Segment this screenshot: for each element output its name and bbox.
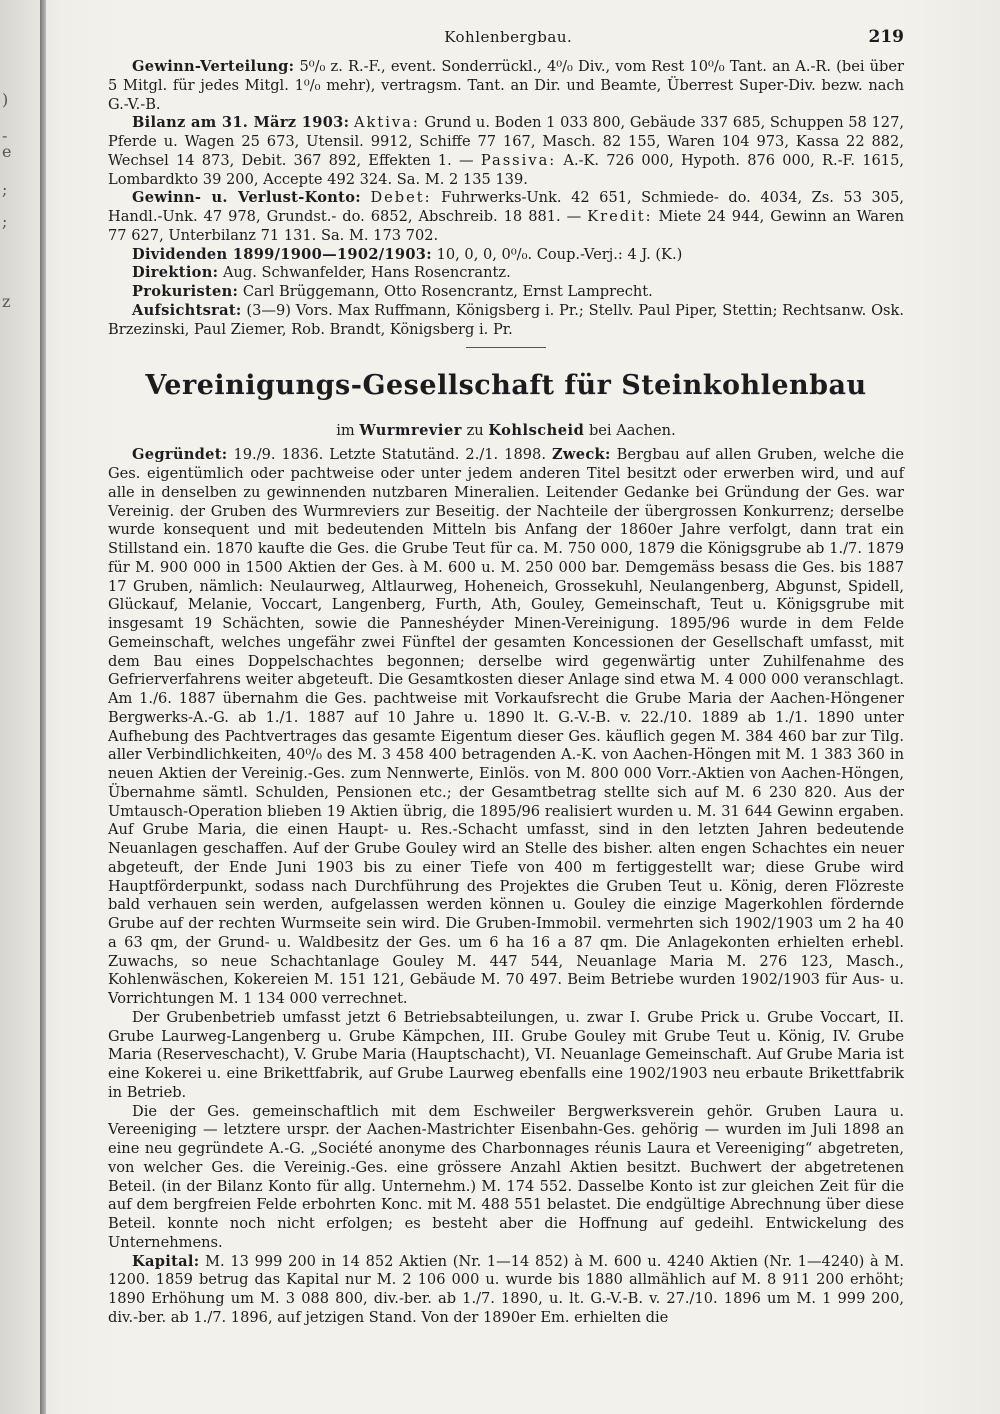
running-head: Kohlenbergbau.: [444, 28, 573, 46]
page-header: [108, 28, 904, 58]
dividenden-entry: [108, 246, 904, 265]
aufsichtsrat-entry: [108, 302, 904, 340]
gewinn-verteilung-entry: [108, 58, 904, 114]
entry-text: 10, 0, 0, 0⁰/₀. Coup.-Verj.: 4 J. (K.): [436, 245, 683, 263]
kapital-text: M. 13 999 200 in 14 852 Aktien (Nr. 1—14 852) à M. 600 u. 4240 Aktien (Nr. 1—4240) à M. 1200. 1859 betrug das Kapital nur M. 2 106 000 u. wurde bis 1880 allmählich auf M. 8 911 200 erhöht; 1890 Erhöhung um M. 3 088 800, div.-ber. ab 1./7. 1890, u. lt. G.-V.-B. v. 27./10. 1896 um M. 1 999 200, div.-ber. ab 1./7. 1896, auf jetzigen Stand. Von der 1890er Em. erhielten die: [108, 1252, 904, 1326]
prokuristen-entry: [108, 283, 904, 302]
entry-label: Aufsichtsrat:: [132, 301, 242, 319]
margin-mark: e: [2, 142, 12, 161]
kapital-paragraph: [108, 1253, 904, 1328]
beteiligung-paragraph: Die der Ges. gemeinschaftlich mit dem Eschweiler Bergwerksverein gehör. Gruben Laura u. Vereeniging — letztere urspr. der Aachen-Mastrichter Eisenbahn-Ges. gehörig — wurden im Juli 1898 an eine neu gegründete A.-G. „Société anonyme des Charbonnages réunis Laura et Vereeniging“ abgetreten, von welcher Ges. die Vereinig.-Ges. eine grössere Anzahl Aktien besitzt. Buchwert der abgetretenen Beteil. (in der Bilanz Konto für allg. Unternehm.) M. 174 552. Dasselbe Konto ist zur gleichen Zeit für die auf dem bergfreien Felde erbohrten Konc. mit M. 488 551 belastet. Die endgültige Abrechnung über diese Beteil. konnte noch nicht erfolgen; es besteht aber die Hoffnung auf gedeihl. Entwickelung des Unternehmens.: [108, 1102, 904, 1251]
gegruendet-zweck-paragraph: [108, 446, 904, 1009]
passiva-label: Passiva:: [480, 151, 557, 169]
aktiva-text: Grund u. Boden 1 033 800, Gebäude 337 685, Schuppen 58 127, Pferde u. Wagen 25 673, Utensil. 9912, Schiffe 77 167, Masch. 82 155, Waren 104 973, Kassa 22 882, Wechsel 14 873, Debit. 367 892, Effekten 1. —: [108, 114, 905, 169]
debet-label: Debet:: [370, 189, 432, 207]
subtitle-place: Kohlscheid: [488, 422, 585, 440]
margin-mark: ): [2, 90, 9, 109]
direktion-entry: [108, 264, 904, 283]
grubenbetrieb-paragraph: Der Grubenbetrieb umfasst jetzt 6 Betriebsabteilungen, u. zwar I. Grube Prick u. Grube Voccart, II. Grube Laurweg-Langenberg u. Grube Kämpchen, III. Grube Gouley mit Grube Teut u. König, IV. Grube Maria (Reserveschacht), V. Grube Maria (Hauptschacht), VI. Neuanlage Gemeinschaft. Auf Grube Maria ist eine Kokerei u. eine Brikettfabrik, auf Grube Laurweg ebenfalls eine 1902/1903 neu erbaute Brikettfabrik in Betrieb.: [108, 1008, 904, 1101]
entry-label: Gewinn-Verteilung:: [132, 58, 295, 75]
entry-text: (3—9) Vors. Max Ruffmann, Königsberg i. Pr.; Stellv. Paul Piper, Stettin; Rechtsanw. Osk. Brzezinski, Paul Ziemer, Rob. Brandt, Königsberg i. Pr.: [108, 301, 905, 338]
page-number: 219: [868, 27, 904, 47]
entry-label: Direktion:: [132, 264, 219, 282]
margin-mark: z: [2, 292, 11, 311]
company-subtitle: [108, 422, 904, 440]
previous-company-section: [108, 58, 904, 348]
entry-label: Dividenden 1899/1900—1902/1903:: [132, 245, 432, 263]
kapital-label: Kapital:: [132, 1252, 200, 1270]
subtitle-part: bei Aachen.: [588, 422, 676, 440]
kredit-label: Kredit:: [587, 208, 653, 225]
zweck-label: Zweck:: [551, 446, 611, 464]
bilanz-entry: [108, 114, 904, 189]
aktiva-label: Aktiva:: [354, 114, 420, 132]
margin-mark: ;: [2, 212, 8, 231]
book-spine-shadow: [40, 0, 46, 1414]
margin-mark: ;: [2, 180, 8, 199]
kredit-text: Miete 24 944, Gewinn an Waren 77 627, Unterbilanz 71 131. Sa. M. 173 702.: [108, 208, 905, 244]
entry-text: 5⁰/₀ z. R.-F., event. Sonderrückl., 4⁰/₀ Div., vom Rest 10⁰/₀ Tant. an A.-R. (bei über 5 Mitgl. für jedes Mitgl. 1⁰/₀ mehr), vertragsm. Tant. an Dir. und Beamte, Überrest Super-Div. bezw. nach G.-V.-B.: [108, 58, 904, 113]
entry-label: Bilanz am 31. März 1903:: [132, 114, 350, 132]
debet-text: Fuhrwerks-Unk. 42 651, Schmiede- do. 4034, Zs. 53 305, Handl.-Unk. 47 978, Grundst.- do. 6852, Abschreib. 18 881. —: [108, 189, 905, 225]
entry-label: Prokuristen:: [132, 283, 239, 300]
gegruendet-label: Gegründet:: [132, 446, 228, 464]
margin-mark: -: [2, 126, 8, 145]
subtitle-part: im: [336, 422, 355, 440]
zweck-text: Bergbau auf allen Gruben, welche die Ges. eigentümlich oder pachtweise oder unter jedem anderen Titel besitzt oder erwerben wird, und auf alle in denselben zu gewinnenden nutzbaren Mineralien. Leitender Gedanke bei Gründung der Ges. war Vereinig. der Gruben des Wurmreviers zur Beseitig. der Nachteile der übergrossen Konkurrenz; derselbe wurde konsequent und mit bedeutenden Mitteln bis Anfang der 1860er Jahre verfolgt, dann trat ein Stillstand ein. 1870 kaufte die Ges. die Grube Teut für ca. M. 750 000, 1879 die Königsgrube ab 1./7. 1879 für M. 900 000 in 1500 Aktien der Ges. à M. 600 u. M. 250 000 bar. Demgemäss besass die Ges. bis 1887 17 Gruben, nämlich: Neulaurweg, Altlaurweg, Hoheneich, Grossekuhl, Neulangenberg, Abgunst, Spidell, Glückauf, Melanie, Voccart, Langenberg, Furth, Ath, Gouley, Gemeinschaft, Teut u. Königsgrube mit insgesamt 19 Schächten, sowie die Panneshéyder Minen-Vereinigung. 1895/96 wurde in dem Felde Gemeinschaft, welches ungefähr zwei Fünftel der gesamten Koncessionen der Gesellschaft umfasst, mit dem Bau eines Doppelschachtes begonnen; derselbe wird gegenwärtig unter Zuhilfenahme des Gefrierverfahrens weiter abgeteuft. Die Gesamtkosten dieser Anlage sind etwa M. 4 000 000 veranschlagt. Am 1./6. 1887 übernahm die Ges. pachtweise mit Vorkaufsrecht die Grube Maria der Aachen-Höngener Bergwerks-A.-G. ab 1./1. 1887 auf 10 Jahre u. 1890 lt. G.-V.-B. v. 22./10. 1889 ab 1./1. 1890 unter Aufhebung des Pachtvertrages das gesamte Eigentum dieser Ges. käuflich gegen M. 384 460 bar zur Tilg. aller Verbindlichkeiten, 40⁰/₀ des M. 3 458 400 betragenden A.-K. von Aachen-Höngen mit M. 1 383 360 in neuen Aktien der Vereinig.-Ges. zum Nennwerte, Einlös. von M. 800 000 Vorr.-Aktien von Aachen-Höngen, Übernahme sämtl. Schulden, Pensionen etc.; der Gesamtbetrag stellte sich auf M. 6 230 820. Aus der Umtausch-Operation blieben 19 Aktien übrig, die 1895/96 realisiert wurden u. M. 31 644 Gewinn ergaben. Auf Grube Maria, die einen Haupt- u. Res.-Schacht umfasst, sind in den letzten Jahren bedeutende Neuanlagen geschaffen. Auf der Grube Gouley wird an Stelle des bisher. alten engen Schachtes ein neuer abgeteuft, der Ende Juni 1903 bis zu einer Tiefe von 400 m fertiggestellt war; diese Grube wird Hauptförderpunkt, sodass nach Durchführung des Projektes die Gruben Teut u. König, deren Flözreste bald verhauen sein werden, aufgelassen werden können u. Gouley die einzige Magerkohlen fördernde Grube auf der rechten Wurmseite sein wird. Die Gruben-Immobil. vermehrten sich 1902/1903 um 2 ha 40 a 63 qm, der Grund- u. Waldbesitz der Ges. um 6 ha 16 a 87 qm. Die Anlagekonten erhielten erhebl. Zuwachs, so neue Schachtanlage Gouley M. 447 544, Neuanlage Maria M. 276 123, Masch., Kohlenwäschen, Kokereien M. 151 121, Gebäude M. 70 497. Beim Betriebe wurden 1902/1903 für Aus- u. Vorrichtungen M. 1 134 000 verrechnet.: [108, 446, 905, 1008]
company-title: Vereinigungs-Gesellschaft für Steinkohlenbau: [145, 370, 867, 402]
section-divider: [466, 347, 546, 348]
gegruendet-text: 19./9. 1836. Letzte Statutänd. 2./1. 1898.: [233, 446, 546, 464]
entry-text: Carl Brüggemann, Otto Rosencrantz, Ernst Lamprecht.: [242, 283, 653, 300]
subtitle-part: zu: [466, 422, 484, 440]
guv-entry: [108, 189, 904, 245]
page-content: [108, 28, 904, 1328]
subtitle-region: Wurmrevier: [359, 422, 462, 440]
passiva-text: A.-K. 726 000, Hypoth. 876 000, R.-F. 1615, Lombardkto 39 200, Accepte 492 324. Sa. M. 2 135 139.: [108, 151, 905, 188]
entry-label: Gewinn- u. Verlust-Konto:: [132, 189, 361, 207]
entry-text: Aug. Schwanfelder, Hans Rosencrantz.: [222, 264, 511, 282]
